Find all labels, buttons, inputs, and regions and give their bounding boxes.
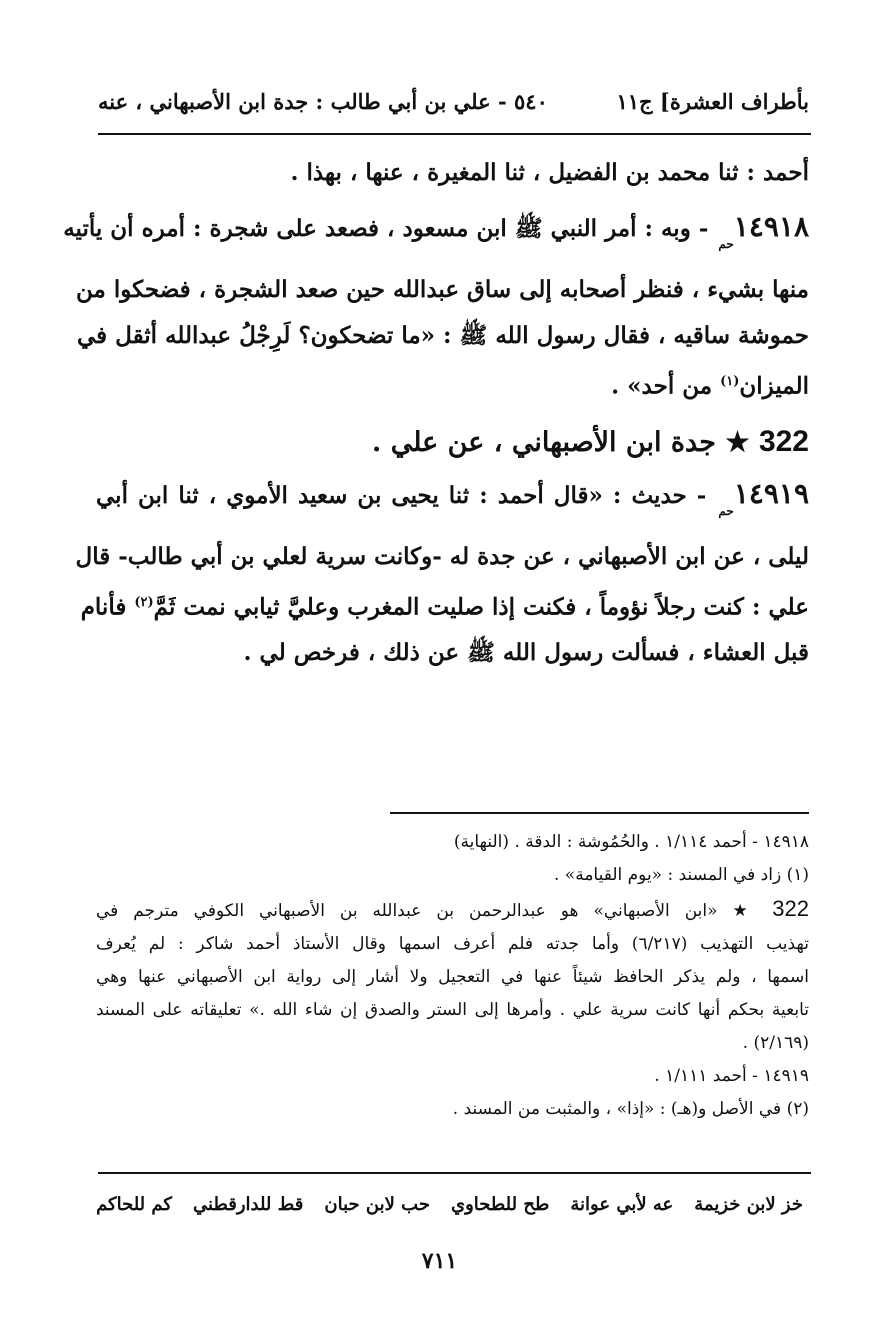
abbreviations-divider [98,1172,811,1174]
footnote-14918: ١٤٩١٨ - أحمد ١/١١٤ . والحُمُوشة : الدقة . (النهاية) [453,832,809,852]
page-number: ٧١١ [421,1248,458,1274]
hadith-text: - حديث : «قال أحمد : ثنا يحيى بن سعيد الأموي ، ثنا ابن أبي [96,481,707,509]
hadith-text: - وبه : أمر النبي ﷺ ابن مسعود ، فصعد على شجرة : أمره أن يأتيه [63,215,709,242]
footnote-ref: (١) [720,374,740,389]
hadith-14918-line-3: حموشة ساقيه ، فقال رسول الله ﷺ : «ما تضحكون؟ لَرِجْلُ عبدالله أثقل في [76,322,809,349]
main-text [63,150,810,676]
chapter-number: 322 [772,896,810,921]
intro-line: أحمد : ثنا محمد بن الفضيل ، ثنا المغيرة ، عنها ، بهذا . [290,159,809,186]
hadith-14919-line-4: قبل العشاء ، فسألت رسول الله ﷺ عن ذلك ، فرخص لي . [243,639,809,667]
footnote-text: «ابن الأصبهاني» هو عبدالرحمن بن عبدالله بن الأصبهاني الكوفي مترجم في [96,901,718,921]
chapter-title: جدة ابن الأصبهاني ، عن علي . [371,426,716,458]
hadith-14918-line-1 [63,204,809,267]
running-header [98,84,809,118]
hadith-number: ١٤٩١٩ [733,476,810,510]
star-icon: ★ [732,901,758,921]
footnote-divider [390,812,809,814]
footnote-2: (٢) في الأصل و(هـ) : «إذا» ، والمثبت من المسند . [452,1099,809,1119]
source-mark: حم [718,237,734,251]
abbreviation: قط للدارقطني [193,1193,304,1215]
footnote-322-line-4: تابعية بحكم أنها كانت سرية علي . وأمرها إلى الستر والصدق إن شاء الله .» تعليقاته على المسند [96,1000,809,1020]
footnote-322-line-1 [96,892,809,928]
abbreviation: عه لأبي عوانة [570,1193,674,1215]
header-section-title: ٥٤٠ - علي بن أبي طالب : جدة ابن الأصبهاني ، عنه [98,88,548,114]
header-book-volume: بأطراف العشرة] ج١١ [616,88,809,114]
hadith-number: ١٤٩١٨ [733,210,809,243]
footnote-322-line-2: تهذيب التهذيب (٦/٢١٧) وأما جدته فلم أعرف اسمها وقال الأستاذ أحمد شاكر : لم يُعرف [96,934,810,954]
hadith-text: من أحد» . [611,372,721,400]
hadith-14918-line-4 [96,359,809,410]
header-divider [98,133,811,135]
abbreviations-key [96,1188,803,1220]
hadith-14919-line-3 [80,580,809,631]
footnote-1: (١) زاد في المسند : «يوم القيامة» . [554,865,809,885]
footnote-14919: ١٤٩١٩ - أحمد ١/١١١ . [654,1066,809,1086]
footnote-ref: (٢) [134,594,154,610]
chapter-heading [96,414,809,471]
abbreviation: كم للحاكم [96,1193,172,1215]
source-mark: حم [718,503,734,518]
footnote-322-line-5: (٢/١٦٩) . [742,1033,809,1053]
hadith-text: فأنام [80,593,135,621]
abbreviation: طح للطحاوي [451,1193,550,1215]
hadith-text: علي : كنت رجلاً نؤوماً ، فكنت إذا صليت المغرب وعليَّ ثيابي نمت ثَمَّ [153,593,809,621]
hadith-text: الميزان [739,372,809,400]
footnotes [96,826,809,1126]
hadith-14919-line-2: ليلى ، عن ابن الأصبهاني ، عن جدة له -وكانت سرية لعلي بن أبي طالب- قال [75,542,809,570]
hadith-14918-line-2: منها بشيء ، فنظر أصحابه إلى ساق عبدالله حين صعد الشجرة ، فضحكوا من [76,276,809,303]
abbreviation: خز لابن خزيمة [694,1193,803,1215]
abbreviation: حب لابن حبان [324,1193,430,1215]
star-icon: ★ [725,426,750,458]
chapter-number: 322 [758,424,809,458]
hadith-14919-line-1 [96,471,809,534]
footnote-322-line-3: اسمها ، ولم يذكر الحافظ شيئاً عنها في التعجيل ولا أشار إلى رواية ابن الأصبهاني عنها وهي [96,967,809,987]
